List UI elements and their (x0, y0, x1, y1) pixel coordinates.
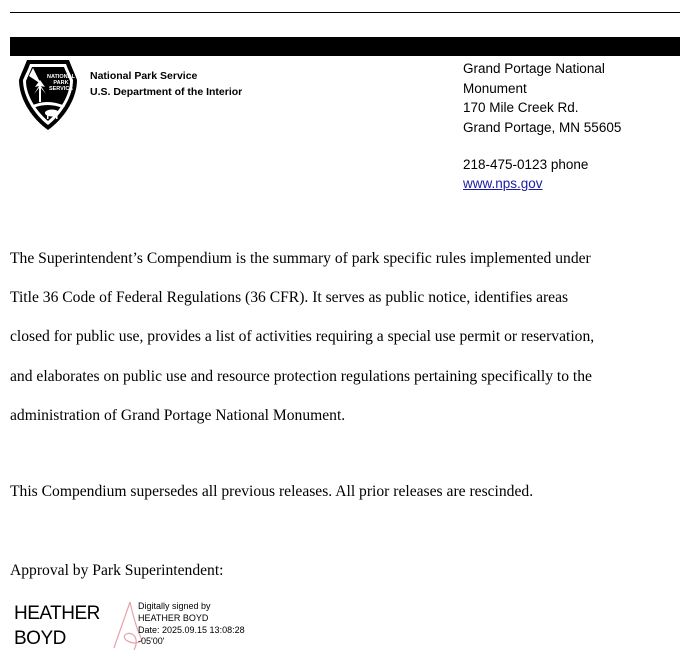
top-rule (10, 12, 680, 13)
intro-paragraph (10, 239, 686, 435)
address-line: 170 Mile Creek Rd. (463, 100, 579, 115)
paragraph-line: Title 36 Code of Federal Regulations (36 CFR). It serves as public notice, identifies areas (10, 289, 569, 307)
signature-details (138, 601, 245, 648)
paragraph-line: closed for public use, provides a list of activities requiring a special use permit or reservation, (10, 328, 595, 346)
signer-last-name: BOYD (14, 628, 66, 649)
signer-name (14, 601, 100, 651)
logo-text-service: SERVICE (48, 86, 74, 92)
approval-label: Approval by Park Superintendent: (10, 562, 224, 579)
paragraph-line: The Superintendent’s Compendium is the summary of park specific rules implemented under (10, 250, 591, 267)
address-line: Grand Portage, MN 55605 (463, 119, 622, 135)
signature-detail-line: Digitally signed by (138, 601, 211, 611)
nps-arrowhead-icon (17, 58, 79, 132)
agency-block (90, 68, 242, 100)
agency-name: National Park Service (90, 70, 198, 82)
logo-text-national: NATIONAL (46, 74, 76, 80)
header-bar (10, 37, 680, 56)
paragraph-line: administration of Grand Portage National Monument. (10, 406, 346, 424)
signature-detail-line: Date: 2025.09.15 13:08:28 (138, 624, 245, 635)
department-name: U.S. Department of the Interior (90, 86, 243, 98)
signature-detail-line: -05'00' (138, 636, 165, 647)
website-link[interactable]: www.nps.gov (463, 176, 543, 191)
supersede-statement: This Compendium supersedes all previous releases. All prior releases are rescinded. (10, 483, 534, 500)
address-line: Monument (463, 80, 527, 96)
address-block (463, 59, 663, 137)
signer-first-name: HEATHER (14, 603, 100, 624)
paragraph-line: and elaborates on public use and resource protection regulations pertaining specifically to the (10, 367, 592, 385)
address-line: Grand Portage National (463, 61, 605, 76)
contact-block (463, 155, 588, 193)
logo-text-park: PARK (53, 80, 69, 86)
phone-number: 218-475-0123 phone (463, 157, 589, 172)
signature-detail-line: HEATHER BOYD (138, 612, 209, 623)
